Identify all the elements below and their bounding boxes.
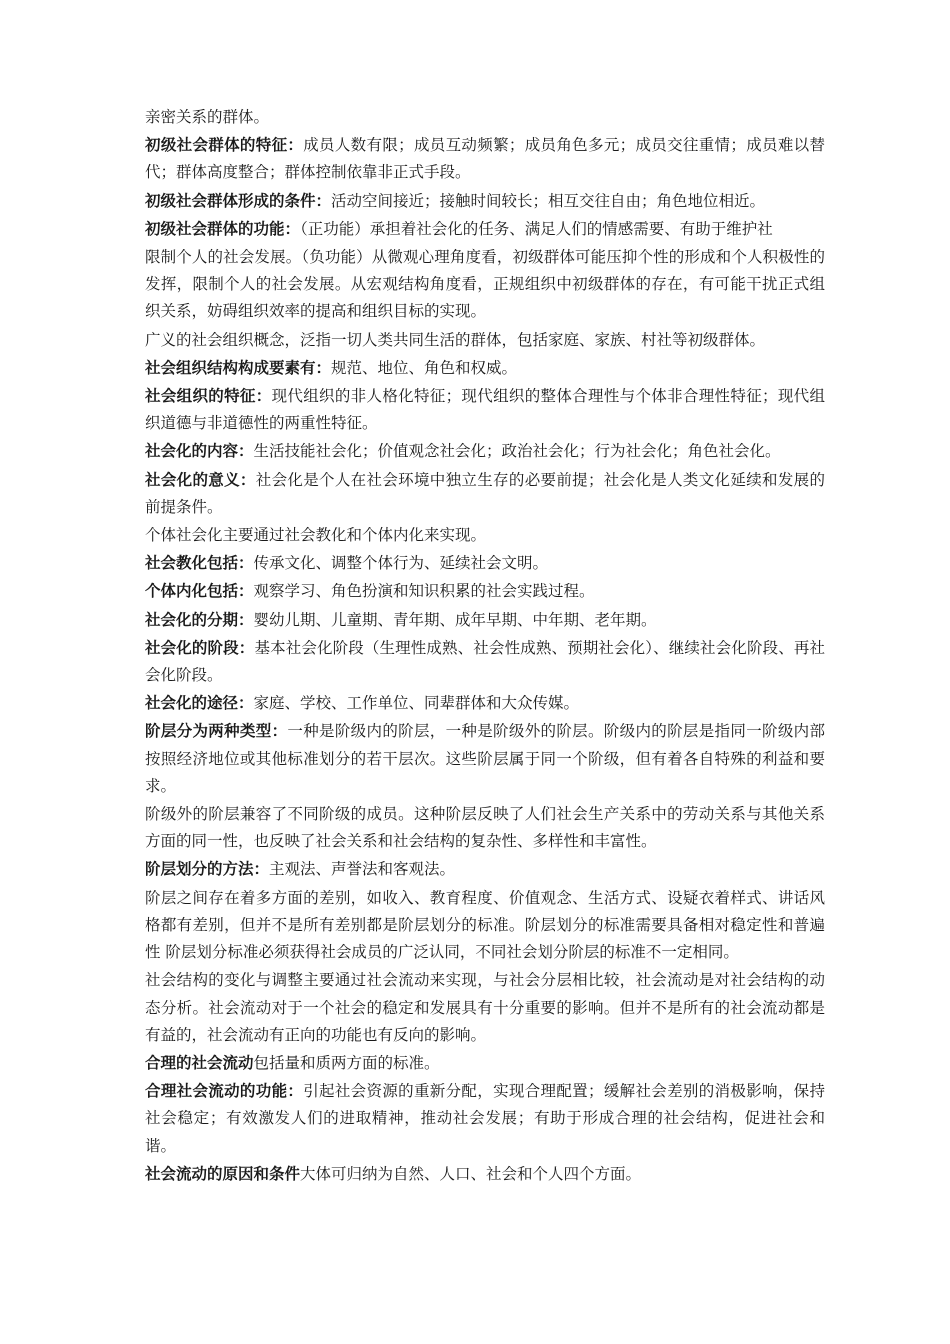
paragraph-7 <box>145 354 825 382</box>
paragraph-text: 亲密关系的群体。 <box>145 108 270 126</box>
paragraph-text: 广义的社会组织概念，泛指一切人类共同生活的群体，包括家庭、家族、村社等初级群体。 <box>145 330 766 349</box>
paragraph-text: 大体可归纳为自然、人口、社会和个人四个方面。 <box>300 1164 642 1183</box>
paragraph-text: 限制个人的社会发展。（负功能）从微观心理角度看，初级群体可能压抑个性的形成和个人积极性的发挥，限制个人的社会发展。从宏观结构角度看，正规组织中初级群体的存在，有可能干扰正式组织关系，妨碍组织效率的提高和组织目标的实现。 <box>145 248 825 321</box>
paragraph-14 <box>145 606 825 634</box>
paragraph-lead: 合理社会流动的功能： <box>145 1081 304 1101</box>
paragraph-8 <box>145 382 825 437</box>
paragraph-1 <box>145 103 825 131</box>
paragraph-lead: 合理的社会流动 <box>145 1052 254 1072</box>
paragraph-text: 传承文化、调整个体行为、延续社会文明。 <box>253 554 549 573</box>
paragraph-16 <box>145 689 825 717</box>
paragraph-text: 引起社会资源的重新分配，实现合理配置；缓解社会差别的消极影响，保持社会稳定；有效激发人们的进取精神，推动社会发展；有助于形成合理的社会结构，促进社会和谐。 <box>145 1082 825 1155</box>
paragraph-22 <box>145 1049 825 1077</box>
paragraph-text: （正功能）承担着社会化的任务、满足人们的情感需要、有助于维护社 <box>300 219 773 238</box>
paragraph-21 <box>145 966 825 1049</box>
paragraph-lead: 社会化的阶段： <box>145 637 255 657</box>
paragraph-lead: 个体内化包括： <box>145 581 254 601</box>
paragraph-text: 观察学习、角色扮演和知识积累的社会实践过程。 <box>253 582 595 601</box>
paragraph-3 <box>145 187 825 215</box>
paragraph-text: 婴幼儿期、儿童期、青年期、成年早期、中年期、老年期。 <box>253 610 657 629</box>
paragraph-text: 基本社会化阶段（生理性成熟、社会性成熟、预期社会化）、继续社会化阶段、再社会化阶段。 <box>145 638 825 685</box>
paragraph-text: 社会结构的变化与调整主要通过社会流动来实现，与社会分层相比较，社会流动是对社会结构的动态分析。社会流动对于一个社会的稳定和发展具有十分重要的影响。但并不是所有的社会流动都是有益的，社会流动有正向的功能也有反向的影响。 <box>145 971 825 1044</box>
paragraph-lead: 社会组织的特征： <box>145 386 272 406</box>
paragraph-text: 阶级外的阶层兼容了不同阶级的成员。这种阶层反映了人们社会生产关系中的劳动关系与其他关系方面的同一性，也反映了社会关系和社会结构的复杂性、多样性和丰富性。 <box>145 805 825 851</box>
paragraph-19 <box>145 855 825 883</box>
paragraph-6 <box>145 326 825 354</box>
paragraph-text: 规范、地位、角色和权威。 <box>331 358 518 377</box>
paragraph-5 <box>145 243 825 326</box>
paragraph-lead: 社会化的分期： <box>145 609 254 629</box>
paragraph-10 <box>145 466 825 521</box>
document-body <box>145 103 825 1188</box>
paragraph-text: 主观法、声誉法和客观法。 <box>269 860 456 879</box>
paragraph-lead: 初级社会群体的功能： <box>145 218 301 238</box>
paragraph-lead: 社会化的途径： <box>145 693 254 713</box>
paragraph-text: 家庭、学校、工作单位、同辈群体和大众传媒。 <box>253 694 580 713</box>
paragraph-text: 个体社会化主要通过社会教化和个体内化来实现。 <box>145 526 487 545</box>
paragraph-11 <box>145 521 825 549</box>
paragraph-text: 活动空间接近；接触时间较长；相互交往自由；角色地位相近。 <box>331 191 766 210</box>
paragraph-text: 现代组织的非人格化特征；现代组织的整体合理性与个体非合理性特征；现代组织道德与非道德性的两重性特征。 <box>145 387 825 433</box>
paragraph-text: 成员人数有限；成员互动频繁；成员角色多元；成员交往重情；成员难以替代；群体高度整合；群体控制依靠非正式手段。 <box>145 136 825 182</box>
paragraph-15 <box>145 634 825 689</box>
paragraph-2 <box>145 131 825 186</box>
paragraph-17 <box>145 717 825 800</box>
paragraph-lead: 社会化的意义： <box>145 469 256 489</box>
paragraph-text: 生活技能社会化；价值观念社会化；政治社会化；行为社会化；角色社会化。 <box>253 442 781 461</box>
paragraph-text: 社会化是个人在社会环境中独立生存的必要前提；社会化是人类文化延续和发展的前提条件。 <box>145 470 825 516</box>
paragraph-lead: 初级社会群体形成的条件： <box>145 190 332 210</box>
paragraph-lead: 社会流动的原因和条件 <box>145 1163 301 1183</box>
paragraph-lead: 初级社会群体的特征： <box>145 135 304 155</box>
paragraph-text: 阶层之间存在着多方面的差别，如收入、教育程度、价值观念、生活方式、设疑衣着样式、讲话风格都有差别，但并不是所有差别都是阶层划分的标准。阶层划分的标准需要具备相对稳定性和普遍性 阶层划分标准必须获得社会成员的广泛认同，不同社会划分阶层的标准不一定相同。 <box>145 888 825 962</box>
paragraph-23 <box>145 1077 825 1160</box>
paragraph-4 <box>145 215 825 243</box>
paragraph-text: 包括量和质两方面的标准。 <box>253 1053 440 1072</box>
paragraph-lead: 社会组织结构构成要素有： <box>145 357 332 377</box>
paragraph-20 <box>145 884 825 967</box>
paragraph-18 <box>145 800 825 855</box>
paragraph-lead: 阶层划分的方法： <box>145 859 270 879</box>
paragraph-12 <box>145 549 825 577</box>
paragraph-lead: 阶层分为两种类型： <box>145 721 288 741</box>
paragraph-13 <box>145 577 825 605</box>
paragraph-text: 一种是阶级内的阶层，一种是阶级外的阶层。阶级内的阶层是指同一阶级内部按照经济地位或其他标准划分的若干层次。这些阶层属于同一个阶级，但有着各自特殊的利益和要求。 <box>145 722 825 795</box>
paragraph-lead: 社会化的内容： <box>145 441 254 461</box>
paragraph-lead: 社会教化包括： <box>145 553 254 573</box>
paragraph-24 <box>145 1160 825 1188</box>
paragraph-9 <box>145 437 825 465</box>
